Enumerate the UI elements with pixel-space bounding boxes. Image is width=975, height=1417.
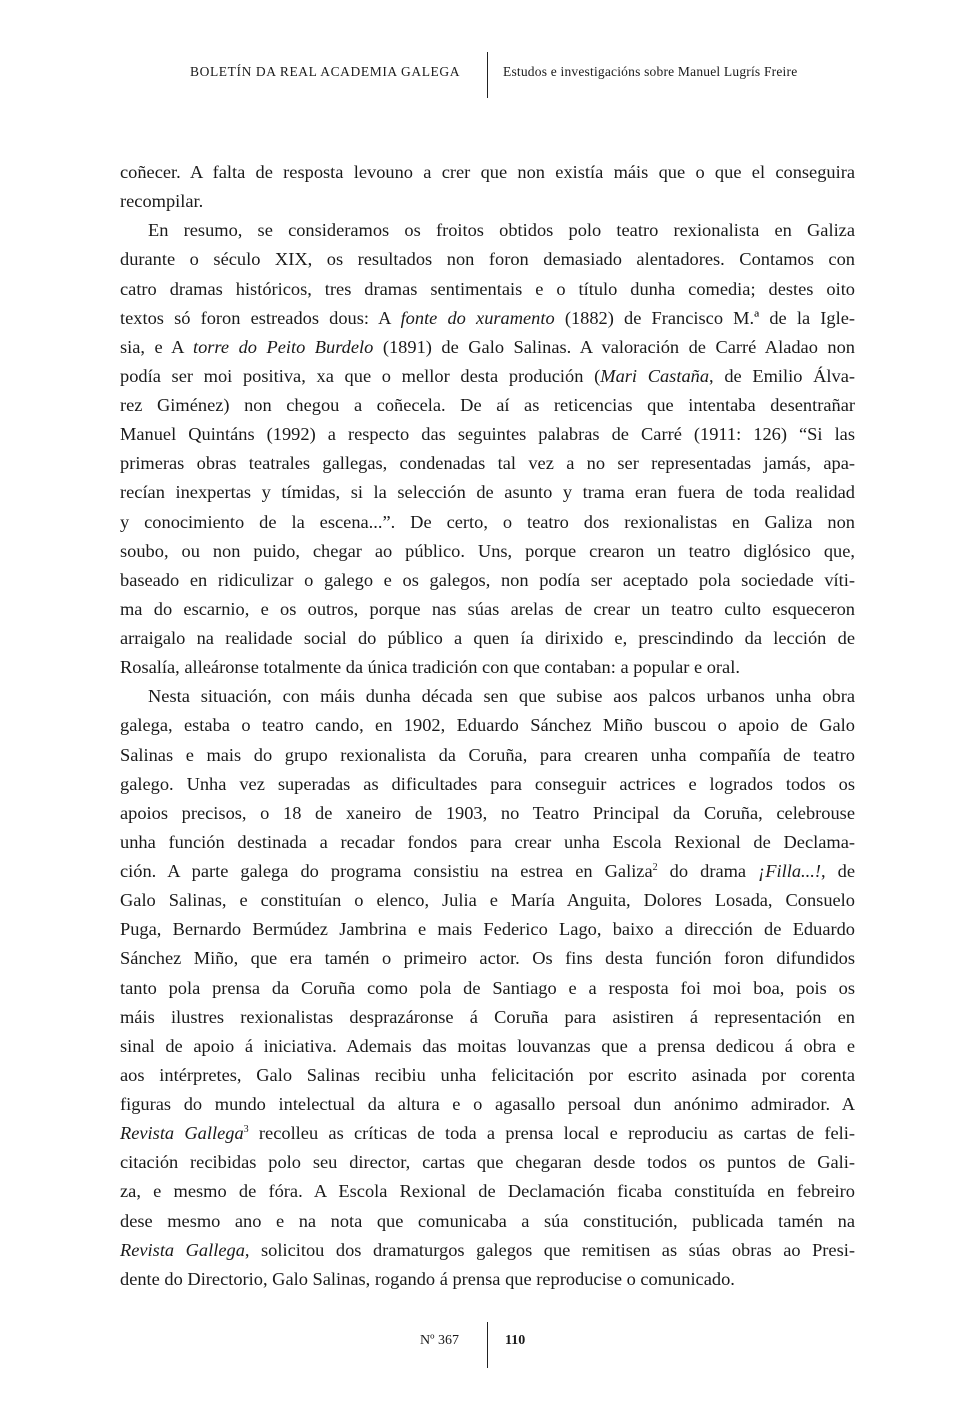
text-line — [120, 537, 855, 566]
text-run: dese mesmo ano e na nota que comunicaba a súa constitución, publicada tamén na — [120, 1210, 855, 1231]
text-run: unha función destinada a recadar fondos para crear unha Escola Rexional de Declama- — [120, 831, 855, 852]
italic-title: fonte do xuramento — [400, 307, 555, 328]
text-run: (1882) de Francisco M.ª de la Igle- — [554, 307, 855, 328]
text-line — [120, 216, 855, 245]
text-line — [120, 304, 855, 333]
section-title: Estudos e investigacións sobre Manuel Lugrís Freire — [503, 64, 798, 79]
header-divider — [487, 52, 488, 98]
text-line — [120, 478, 855, 507]
text-run: , de Emilio Álva- — [709, 365, 856, 386]
text-line — [120, 508, 855, 537]
text-run: Nesta situación, con máis dunha década sen que subise aos palcos urbanos unha obra — [148, 686, 855, 707]
text-run: galego. Unha vez superadas as dificultades para conseguir actrices e logrados todos os — [120, 773, 855, 794]
text-run: arraigalo na realidade social do público a quen ía dirixido e, prescindindo da lección de — [120, 628, 855, 648]
text-line — [120, 158, 855, 187]
text-run: figuras do mundo intelectual da altura e o agasallo persoal dun anónimo admirador. A — [120, 1094, 855, 1114]
text-line — [120, 1032, 855, 1061]
text-line — [120, 1148, 855, 1177]
text-line — [120, 362, 855, 391]
text-run: galega, estaba o teatro cando, en 1902, Eduardo Sánchez Miño buscou o apoio de Galo — [120, 715, 855, 736]
text-run: coñecer. A falta de resposta levouno a crer que non existía máis que o que el conseguira — [120, 162, 855, 182]
journal-title: BOLETÍN DA REAL ACADEMIA GALEGA — [190, 64, 461, 79]
text-run: do drama — [657, 861, 759, 881]
text-line — [120, 275, 855, 304]
text-run: recolleu as críticas de toda a prensa local e reproduciu as cartas de feli- — [248, 1123, 855, 1144]
issue-number: Nº 367 — [420, 1333, 459, 1348]
text-run: baseado en ridiculizar o galego e os galegos, non podía ser aceptado pola sociedade víti- — [120, 569, 855, 590]
text-line — [120, 857, 855, 886]
text-run: Salinas e mais do grupo rexionalista da Coruña, para crearen unha compañía de teatro — [120, 744, 855, 765]
text-run: durante o século XIX, os resultados non foron demasiado alentadores. Contamos con — [120, 249, 855, 270]
text-run: za, e mesmo de fóra. A Escola Rexional de Declamación ficaba constituída en febreiro — [120, 1181, 855, 1202]
text-line — [120, 187, 855, 216]
text-line — [120, 915, 855, 944]
italic-title: torre do Peito Burdelo — [192, 336, 374, 357]
text-line — [120, 741, 855, 770]
text-run: , de — [820, 861, 855, 881]
text-line — [120, 770, 855, 799]
text-run: En resumo, se consideramos os froitos obtidos polo teatro rexionalista en Galiza — [148, 220, 855, 241]
text-line — [120, 1177, 855, 1206]
text-line — [120, 1003, 855, 1032]
italic-title: ¡Filla...! — [758, 861, 821, 881]
text-line — [120, 391, 855, 420]
italic-title: Revista Gallega — [120, 1239, 245, 1260]
text-run: Rosalía, alleáronse totalmente da única tradición con que contaban: a popular e oral. — [120, 657, 740, 678]
text-run: sinal de apoio á iniciativa. Ademais das moitas louvanzas que a prensa dedicou á obra e — [120, 1035, 855, 1056]
text-run: Sánchez Miño, que era tamén o primeiro actor. Os fins desta función foron difundidos — [120, 948, 855, 969]
page-number: 110 — [505, 1333, 526, 1348]
text-run: textos só foron estreados dous: A — [120, 307, 401, 328]
footnote-ref: 2 — [652, 861, 658, 873]
text-run: podía ser moi positiva, xa que o mellor desta produción ( — [120, 365, 601, 386]
text-line — [120, 595, 855, 624]
text-line — [120, 711, 855, 740]
text-run: citación recibidas polo seu director, cartas que chegaran desde todos os puntos de Gali- — [120, 1152, 855, 1173]
text-line — [120, 1061, 855, 1090]
text-run: soubo, ou non puido, chegar ao público. Uns, porque crearon un teatro diglósico que, — [120, 540, 855, 561]
text-run: recían inexpertas y tímidas, si la selección de asunto y trama eran fuera de toda realidad — [120, 482, 855, 503]
text-line — [120, 1090, 855, 1119]
text-run: Galo Salinas, e constituían o elenco, Julia e María Anguita, Dolores Losada, Consuelo — [120, 890, 855, 911]
text-run: tanto pola prensa da Coruña como pola de Santiago e a resposta foi moi boa, pois os — [120, 977, 855, 998]
text-line — [120, 682, 855, 711]
text-run: aos intérpretes, Galo Salinas recibiu unha felicitación por escrito asinada por corenta — [120, 1064, 855, 1085]
text-run: , solicitou dos dramaturgos galegos que remitisen as súas obras ao Presi- — [244, 1239, 855, 1260]
text-line — [120, 245, 855, 274]
text-run: sia, e A — [120, 336, 193, 357]
text-line — [120, 449, 855, 478]
footer-divider — [487, 1322, 488, 1368]
text-run: (1891) de Galo Salinas. A valoración de Carré Aladao non — [373, 336, 856, 357]
text-run: apoios precisos, o 18 de xaneiro de 1903, no Teatro Principal da Coruña, celebrouse — [120, 802, 855, 823]
text-run: dente do Directorio, Galo Salinas, rogando á prensa que reproducise o comunicado. — [120, 1268, 735, 1289]
text-run: recompilar. — [120, 191, 204, 212]
text-line — [120, 1119, 855, 1148]
italic-title: Revista Gallega — [120, 1123, 244, 1144]
text-line — [120, 624, 855, 653]
text-run: ma do escarnio, e os outros, porque nas súas arelas de crear un teatro culto esqueceron — [120, 598, 855, 619]
text-run: rez Giménez) non chegou a coñecela. De aí as reticencias que intentaba desentrañar — [120, 395, 855, 415]
text-line — [120, 828, 855, 857]
text-line — [120, 1207, 855, 1236]
text-run: primeras obras teatrales gallegas, condenadas tal vez a no ser representadas jamás, apa- — [120, 453, 855, 474]
text-run: Manuel Quintáns (1992) a respecto das seguintes palabras de Carré (1911: 126) “Si las — [120, 424, 855, 445]
italic-title: Mari Castaña — [600, 365, 710, 386]
text-run: máis ilustres rexionalistas desprazáronse á Coruña para asistiren á representación en — [120, 1006, 855, 1027]
text-line — [120, 974, 855, 1003]
text-line — [120, 333, 855, 362]
text-line — [120, 566, 855, 595]
body-text — [120, 158, 855, 1294]
text-run: y conocimiento de la escena...”. De certo, o teatro dos rexionalistas en Galiza non — [120, 511, 855, 532]
text-run: Puga, Bernardo Bermúdez Jambrina e mais Federico Lago, baixo a dirección de Eduardo — [120, 919, 855, 940]
text-line — [120, 1265, 855, 1294]
text-line — [120, 1236, 855, 1265]
footnote-ref: 3 — [243, 1124, 249, 1135]
text-run: ción. A parte galega do programa consistiu na estrea en Galiza — [120, 861, 653, 881]
text-line — [120, 653, 855, 682]
text-line — [120, 799, 855, 828]
text-line — [120, 886, 855, 915]
text-run: catro dramas históricos, tres dramas sentimentais e o título dunha comedia; destes oito — [120, 278, 855, 299]
text-line — [120, 420, 855, 449]
text-line — [120, 944, 855, 973]
